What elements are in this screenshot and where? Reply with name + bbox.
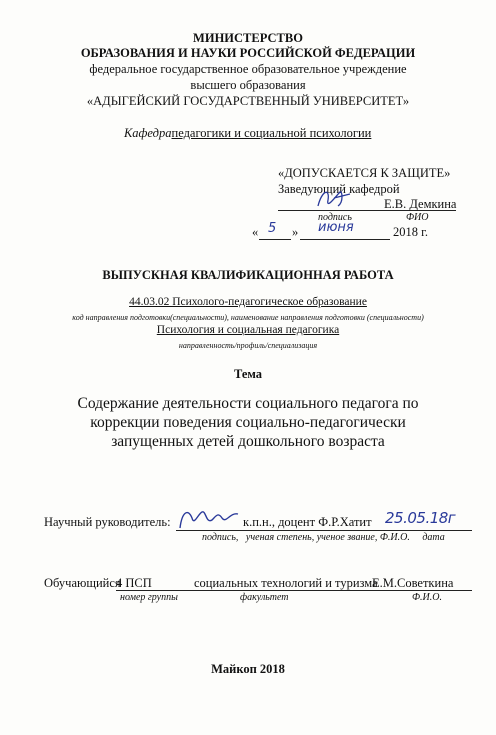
supervisor-label: Научный руководитель: [44, 515, 171, 529]
student-caption-fio: Ф.И.О. [412, 592, 442, 603]
direction-caption: код направления подготовки(специальности), наименование направления подготовки (специальности) [72, 313, 424, 322]
approval-head-label: Заведующий кафедрой [278, 182, 400, 196]
student-name: Е.М.Советкина [372, 576, 454, 590]
supervisor-signature-icon [176, 504, 242, 534]
department [124, 126, 371, 141]
institution-type: федеральное государственное образовательное учреждение [89, 62, 407, 76]
approval-day-line [259, 239, 291, 240]
approval-date-open: « [252, 225, 259, 239]
supervisor-value: к.п.н., доцент Ф.Р.Хатит [243, 515, 372, 529]
direction: 44.03.02 Психолого-педагогическое образование [129, 296, 367, 308]
city-year: Майкоп 2018 [211, 662, 285, 676]
work-title: ВЫПУСКНАЯ КВАЛИФИКАЦИОННАЯ РАБОТА [102, 268, 394, 282]
profile: Психология и социальная педагогика [156, 324, 340, 336]
ministry-line2: ОБРАЗОВАНИЯ И НАУКИ РОССИЙСКОЙ ФЕДЕРАЦИИ [80, 46, 416, 60]
topic-line-3: запущенных детей дошкольного возраста [111, 433, 385, 450]
approval-month-line [300, 239, 390, 240]
approval-caption-fio: ФИО [406, 212, 429, 223]
approval-caption-signature: подпись [318, 212, 352, 223]
approval-day: 5 [268, 221, 277, 236]
university-name: «АДЫГЕЙСКИЙ ГОСУДАРСТВЕННЫЙ УНИВЕРСИТЕТ» [86, 94, 410, 108]
department-name: педагогики и социальной психологии [171, 126, 372, 140]
topic-line-1: Содержание деятельности социального педагога по [77, 395, 419, 412]
student-caption-group: номер группы [120, 592, 178, 603]
approval-head-name: Е.В. Демкина [384, 197, 457, 211]
department-label: Кафедра [124, 126, 172, 140]
ministry-line1: МИНИСТЕРСТВО [193, 31, 303, 45]
approval-title: «ДОПУСКАЕТСЯ К ЗАЩИТЕ» [278, 166, 451, 180]
topic-label: Тема [233, 367, 263, 381]
student-faculty: социальных технологий и туризма [194, 576, 378, 590]
approval-month: июня [318, 220, 354, 235]
approval-year: 2018 г. [393, 225, 428, 239]
supervisor-date: 25.05.18г [385, 509, 456, 527]
student-caption-faculty: факультет [240, 592, 289, 603]
approval-date-close: » [292, 225, 299, 239]
student-group: 4 ПСП [116, 576, 152, 590]
institution-level: высшего образования [190, 78, 306, 92]
supervisor-caption: подпись, ученая степень, ученое звание, Ф.И.О. дата [202, 532, 445, 543]
head-signature-icon [314, 184, 356, 214]
profile-caption: направленность/профиль/специализация [178, 341, 318, 350]
student-label: Обучающийся [44, 576, 121, 590]
topic-line-2: коррекции поведения социально-педагогически [90, 414, 406, 431]
